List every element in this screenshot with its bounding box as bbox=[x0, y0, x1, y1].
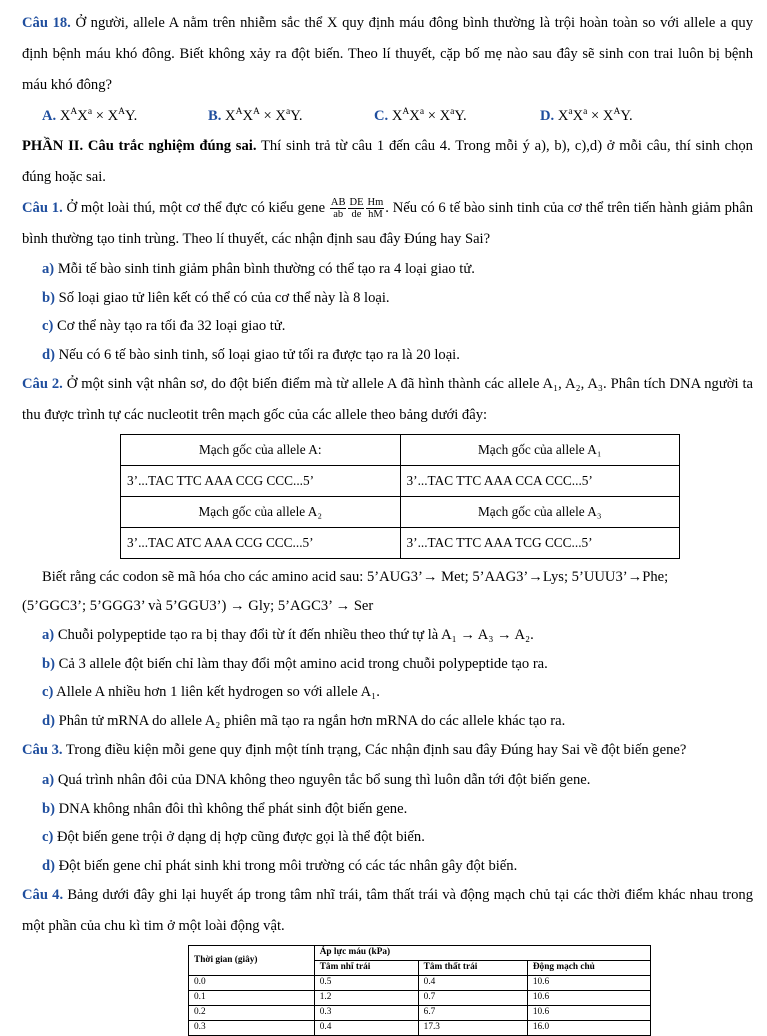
question-label: Câu 1. bbox=[22, 200, 63, 216]
option-letter: D. bbox=[540, 108, 555, 124]
statement-d[interactable]: d) Phân tử mRNA do allele A₂ phiên mã tạo ra ngắn hơn mRNA do các allele khác tạo ra. bbox=[42, 712, 566, 729]
question-4 bbox=[22, 880, 753, 942]
statement-b[interactable]: b) DNA không nhân đôi thì không thể phát sinh đột biến gene. bbox=[42, 800, 408, 817]
question-label: Câu 3. bbox=[22, 742, 63, 758]
question-label: Câu 4. bbox=[22, 887, 64, 903]
table-cell: 3’...TAC ATC AAA CCG CCC...5’ bbox=[121, 528, 401, 559]
statement-list bbox=[22, 766, 753, 880]
codon-info-2: (5’GGC3’; 5’GGG3’ và 5’GGU3’) → Gly; 5’AGC3’ → Ser bbox=[22, 598, 374, 614]
table-cell: 3’...TAC TTC AAA CCA CCC...5’ bbox=[400, 466, 680, 497]
table-row: 0.3 0.4 17.3 16.0 bbox=[189, 1021, 651, 1036]
option-a[interactable] bbox=[42, 101, 208, 131]
option-genotype: $X^AX^a \times X^AY$. bbox=[59, 107, 138, 124]
header-aorta: Động mạch chủ bbox=[527, 961, 650, 976]
table-cell: Mạch gốc của allele A: bbox=[121, 435, 401, 466]
allele-sequence-table bbox=[120, 434, 680, 559]
statement-d[interactable]: d) Nếu có 6 tế bào sinh tinh, số loại giao tử tối ra được tạo ra là 20 loại. bbox=[42, 346, 460, 363]
table-cell: Mạch gốc của allele A₂ bbox=[121, 497, 401, 528]
table-row: 0.2 0.3 6.7 10.6 bbox=[189, 1006, 651, 1021]
question-label: Câu 18. bbox=[22, 15, 71, 31]
answer-options bbox=[22, 101, 753, 131]
part-2-instructions: Thí sinh trả từ câu 1 đến câu 4. Trong mỗi ý a), b), c),d) ở mỗi câu, thí sinh chọn đúng hoặc sai. bbox=[22, 138, 753, 185]
statement-a[interactable]: a) Quá trình nhân đôi của DNA không theo nguyên tắc bổ sung thì luôn dẫn tới đột biến gene. bbox=[42, 772, 591, 788]
question-text: Bảng dưới đây ghi lại huyết áp trong tâm nhĩ trái, tâm thất trái và động mạch chủ tại các thời điểm khác nhau trong một phần của chu kì tim ở một loài động vật. bbox=[22, 887, 753, 934]
table-cell: 3’...TAC TTC AAA TCG CCC...5’ bbox=[400, 528, 680, 559]
table-row: 0.1 1.2 0.7 10.6 bbox=[189, 991, 651, 1006]
header-time: Thời gian (giây) bbox=[189, 946, 315, 976]
header-atrium: Tâm nhĩ trái bbox=[314, 961, 418, 976]
statement-b[interactable]: b) Cả 3 allele đột biến chỉ làm thay đổi một amino acid trong chuỗi polypeptide tạo ra. bbox=[42, 655, 548, 672]
question-text: Ở người, allele A nằm trên nhiễm sắc thể X quy định máu đông bình thường là trội hoàn toàn so với allele a quy định bệnh máu khó đông. Biết không xảy ra đột biến. Theo lí thuyết, cặp bố mẹ nào sau đây sẽ sinh con trai luôn bị bệnh máu khó đông? bbox=[22, 15, 754, 93]
option-b[interactable] bbox=[208, 101, 374, 131]
header-pressure: Áp lực máu (kPa) bbox=[314, 946, 650, 961]
question-text: . Nếu có 6 tế bào sinh tinh của cơ thể trên tiến hành giảm phân bình thường tạo tinh trùng. Theo lí thuyết, các nhận định sau đây Đúng hay Sai? bbox=[22, 200, 753, 247]
table-row: 0.0 0.5 0.4 10.6 bbox=[189, 976, 651, 991]
option-c[interactable] bbox=[374, 101, 540, 131]
genotype-fraction: $\frac{AB}{ab}$ bbox=[330, 197, 346, 221]
genotype-fraction: $\frac{DE}{de}$ bbox=[349, 197, 364, 221]
part-2-title: PHẦN II. Câu trắc nghiệm đúng sai. bbox=[22, 138, 257, 154]
option-letter: A. bbox=[42, 108, 57, 124]
statement-d[interactable]: d) Đột biến gene chỉ phát sinh khi trong môi trường có các tác nhân gây đột biến. bbox=[42, 857, 518, 874]
statement-c[interactable]: c) Cơ thể này tạo ra tối đa 32 loại giao tử. bbox=[42, 318, 286, 334]
table-cell: Mạch gốc của allele A₁ bbox=[400, 435, 680, 466]
question-2 bbox=[22, 369, 753, 431]
question-label: Câu 2. bbox=[22, 376, 63, 392]
part-2-heading bbox=[22, 131, 753, 193]
question-text: Trong điều kiện mỗi gene quy định một tính trạng, Các nhận định sau đây Đúng hay Sai về đột biến gene? bbox=[62, 742, 687, 758]
table-cell: 3’...TAC TTC AAA CCG CCC...5’ bbox=[121, 466, 401, 497]
option-letter: C. bbox=[374, 108, 389, 124]
question-3 bbox=[22, 735, 753, 766]
statement-list bbox=[22, 621, 753, 735]
option-genotype: $X^AX^A \times X^aY$. bbox=[225, 107, 303, 124]
table-cell: Mạch gốc của allele A₃ bbox=[400, 497, 680, 528]
blood-pressure-table bbox=[188, 945, 651, 1036]
statement-a[interactable]: a) Mỗi tế bào sinh tinh giảm phân bình thường có thể tạo ra 4 loại giao tử. bbox=[42, 261, 475, 277]
question-text: Ở một sinh vật nhân sơ, do đột biến điểm mà từ allele A đã hình thành các allele A₁, A₂, A₃. Phân tích DNA người ta thu được trình tự các nucleotit trên mạch gốc của các allele theo bảng dưới đây: bbox=[22, 376, 753, 423]
option-d[interactable] bbox=[540, 101, 706, 131]
codon-info-1: Biết rằng các codon sẽ mã hóa cho các amino acid sau: 5’AUG3’→ Met; 5’AAG3’→Lys; 5’UUU3’→Phe; bbox=[42, 569, 669, 585]
statement-c[interactable]: c) Allele A nhiều hơn 1 liên kết hydrogen so với allele A₁. bbox=[42, 684, 380, 700]
statement-list bbox=[22, 255, 753, 369]
header-ventricle: Tâm thất trái bbox=[418, 961, 527, 976]
question-18 bbox=[22, 8, 753, 101]
option-genotype: $X^aX^a \times X^AY$. bbox=[557, 107, 633, 124]
question-1 bbox=[22, 193, 753, 255]
statement-a[interactable]: a) Chuỗi polypeptide tạo ra bị thay đổi từ ít đến nhiều theo thứ tự là A₁ → A₃ → A₂. bbox=[42, 627, 534, 643]
option-letter: B. bbox=[208, 108, 222, 124]
statement-b[interactable]: b) Số loại giao tử liên kết có thể có của cơ thể này là 8 loại. bbox=[42, 289, 390, 306]
option-genotype: $X^AX^a \times X^aY$. bbox=[391, 107, 467, 124]
question-text: Ở một loài thú, một cơ thể đực có kiểu gene bbox=[62, 200, 329, 216]
genotype-fraction: $\frac{Hm}{hM}$ bbox=[367, 197, 384, 221]
statement-c[interactable]: c) Đột biến gene trội ở dạng dị hợp cũng được gọi là thể đột biến. bbox=[42, 829, 425, 845]
